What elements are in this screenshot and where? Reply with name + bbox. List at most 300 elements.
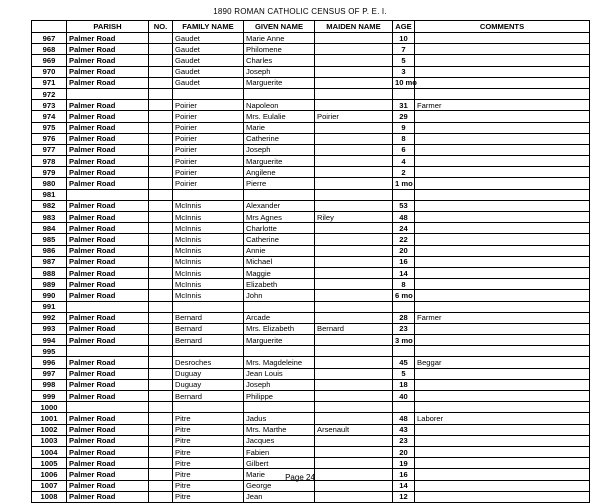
family-name-cell: Poirier [173, 156, 244, 167]
family-name-cell [173, 189, 244, 200]
family-name-cell: Duguay [173, 379, 244, 390]
maiden-name-cell: Arsenault [315, 424, 393, 435]
age-cell: 9 [393, 122, 415, 133]
age-cell: 14 [393, 267, 415, 278]
line-number-cell: 1008 [32, 491, 67, 502]
table-row [32, 368, 590, 379]
family-name-cell: Bernard [173, 323, 244, 334]
age-cell: 23 [393, 435, 415, 446]
table-row [32, 301, 590, 312]
parish-cell [67, 88, 149, 99]
no-cell [149, 234, 173, 245]
comments-cell [415, 33, 590, 44]
table-row [32, 335, 590, 346]
table-row [32, 212, 590, 223]
parish-cell [67, 189, 149, 200]
column-header-age: AGE [393, 21, 415, 33]
line-number-cell: 982 [32, 200, 67, 211]
table-row [32, 279, 590, 290]
comments-cell [415, 66, 590, 77]
maiden-name-cell [315, 301, 393, 312]
maiden-name-cell [315, 122, 393, 133]
table-row [32, 189, 590, 200]
family-name-cell: Pitre [173, 424, 244, 435]
age-cell: 20 [393, 245, 415, 256]
line-number-cell: 1001 [32, 413, 67, 424]
no-cell [149, 77, 173, 88]
family-name-cell: Poirier [173, 144, 244, 155]
line-number-cell: 984 [32, 223, 67, 234]
given-name-cell: Marie [244, 469, 315, 480]
maiden-name-cell [315, 413, 393, 424]
comments-cell [415, 256, 590, 267]
no-cell [149, 44, 173, 55]
family-name-cell: McInnis [173, 245, 244, 256]
parish-cell: Palmer Road [67, 267, 149, 278]
given-name-cell: Angilene [244, 167, 315, 178]
maiden-name-cell [315, 267, 393, 278]
table-row [32, 446, 590, 457]
parish-cell: Palmer Road [67, 335, 149, 346]
age-cell: 8 [393, 279, 415, 290]
comments-cell [415, 368, 590, 379]
line-number-cell: 987 [32, 256, 67, 267]
parish-cell: Palmer Road [67, 200, 149, 211]
family-name-cell: Duguay [173, 368, 244, 379]
maiden-name-cell [315, 66, 393, 77]
column-header-parish: PARISH [67, 21, 149, 33]
parish-cell: Palmer Road [67, 100, 149, 111]
comments-cell [415, 267, 590, 278]
comments-cell [415, 167, 590, 178]
no-cell [149, 458, 173, 469]
given-name-cell: Marguerite [244, 335, 315, 346]
given-name-cell [244, 301, 315, 312]
comments-cell [415, 435, 590, 446]
table-row [32, 413, 590, 424]
maiden-name-cell: Bernard [315, 323, 393, 334]
parish-cell: Palmer Road [67, 167, 149, 178]
maiden-name-cell [315, 245, 393, 256]
given-name-cell: Joseph [244, 66, 315, 77]
no-cell [149, 357, 173, 368]
column-header-no: NO. [149, 21, 173, 33]
parish-cell: Palmer Road [67, 458, 149, 469]
maiden-name-cell [315, 290, 393, 301]
line-number-cell: 974 [32, 111, 67, 122]
age-cell [393, 189, 415, 200]
table-row [32, 122, 590, 133]
age-cell: 10 [393, 33, 415, 44]
line-number-cell: 998 [32, 379, 67, 390]
no-cell [149, 424, 173, 435]
comments-cell [415, 88, 590, 99]
family-name-cell: McInnis [173, 234, 244, 245]
maiden-name-cell [315, 156, 393, 167]
table-row [32, 167, 590, 178]
maiden-name-cell [315, 491, 393, 502]
family-name-cell: Bernard [173, 391, 244, 402]
age-cell: 3 mo [393, 335, 415, 346]
given-name-cell: Mrs Agnes [244, 212, 315, 223]
family-name-cell: Gaudet [173, 77, 244, 88]
line-number-cell: 989 [32, 279, 67, 290]
maiden-name-cell [315, 458, 393, 469]
family-name-cell: Poirier [173, 100, 244, 111]
parish-cell: Palmer Road [67, 122, 149, 133]
no-cell [149, 335, 173, 346]
table-row [32, 379, 590, 390]
given-name-cell: Joseph [244, 379, 315, 390]
parish-cell: Palmer Road [67, 480, 149, 491]
line-number-cell: 970 [32, 66, 67, 77]
no-cell [149, 290, 173, 301]
line-number-cell: 969 [32, 55, 67, 66]
given-name-cell: Michael [244, 256, 315, 267]
age-cell: 19 [393, 458, 415, 469]
given-name-cell: Fabien [244, 446, 315, 457]
table-row [32, 435, 590, 446]
comments-cell [415, 301, 590, 312]
maiden-name-cell [315, 279, 393, 290]
line-number-cell: 988 [32, 267, 67, 278]
table-row [32, 290, 590, 301]
line-number-cell: 1007 [32, 480, 67, 491]
no-cell [149, 279, 173, 290]
parish-cell [67, 301, 149, 312]
age-cell: 24 [393, 223, 415, 234]
column-header-comments: COMMENTS [415, 21, 590, 33]
line-number-cell: 983 [32, 212, 67, 223]
given-name-cell [244, 402, 315, 413]
parish-cell: Palmer Road [67, 323, 149, 334]
comments-cell [415, 446, 590, 457]
line-number-cell: 1000 [32, 402, 67, 413]
age-cell [393, 301, 415, 312]
given-name-cell: Marie Anne [244, 33, 315, 44]
no-cell [149, 178, 173, 189]
maiden-name-cell [315, 368, 393, 379]
table-row [32, 144, 590, 155]
given-name-cell: Philippe [244, 391, 315, 402]
maiden-name-cell [315, 33, 393, 44]
maiden-name-cell [315, 435, 393, 446]
given-name-cell: Jean Louis [244, 368, 315, 379]
family-name-cell [173, 88, 244, 99]
comments-cell [415, 200, 590, 211]
line-number-cell: 981 [32, 189, 67, 200]
table-row [32, 178, 590, 189]
no-cell [149, 312, 173, 323]
table-row [32, 66, 590, 77]
no-cell [149, 111, 173, 122]
no-cell [149, 66, 173, 77]
no-cell [149, 200, 173, 211]
age-cell: 22 [393, 234, 415, 245]
line-number-cell: 971 [32, 77, 67, 88]
maiden-name-cell [315, 44, 393, 55]
comments-cell [415, 189, 590, 200]
line-number-cell: 972 [32, 88, 67, 99]
age-cell: 16 [393, 256, 415, 267]
given-name-cell: Mrs. Magdeleine [244, 357, 315, 368]
table-row [32, 458, 590, 469]
maiden-name-cell [315, 200, 393, 211]
table-row [32, 245, 590, 256]
comments-cell [415, 111, 590, 122]
family-name-cell: McInnis [173, 279, 244, 290]
table-row [32, 44, 590, 55]
comments-cell [415, 223, 590, 234]
page-number: Page 24 [285, 473, 315, 482]
comments-cell [415, 144, 590, 155]
age-cell: 40 [393, 391, 415, 402]
given-name-cell: Pierre [244, 178, 315, 189]
maiden-name-cell [315, 133, 393, 144]
census-table-body [32, 33, 590, 503]
no-cell [149, 100, 173, 111]
table-row [32, 223, 590, 234]
column-header-family-name: FAMILY NAME [173, 21, 244, 33]
age-cell: 8 [393, 133, 415, 144]
given-name-cell: Jacques [244, 435, 315, 446]
comments-cell [415, 156, 590, 167]
age-cell: 53 [393, 200, 415, 211]
parish-cell [67, 346, 149, 357]
comments-cell [415, 391, 590, 402]
table-row [32, 133, 590, 144]
parish-cell: Palmer Road [67, 77, 149, 88]
given-name-cell: Mrs. Marthe [244, 424, 315, 435]
given-name-cell: Marguerite [244, 77, 315, 88]
table-row [32, 100, 590, 111]
age-cell: 31 [393, 100, 415, 111]
maiden-name-cell [315, 391, 393, 402]
parish-cell: Palmer Road [67, 33, 149, 44]
no-cell [149, 156, 173, 167]
line-number-cell: 978 [32, 156, 67, 167]
maiden-name-cell [315, 144, 393, 155]
parish-cell: Palmer Road [67, 357, 149, 368]
parish-cell: Palmer Road [67, 446, 149, 457]
age-cell: 2 [393, 167, 415, 178]
table-row [32, 491, 590, 502]
given-name-cell: Gilbert [244, 458, 315, 469]
family-name-cell: McInnis [173, 212, 244, 223]
age-cell: 18 [393, 379, 415, 390]
parish-cell: Palmer Road [67, 55, 149, 66]
maiden-name-cell [315, 312, 393, 323]
age-cell: 5 [393, 368, 415, 379]
family-name-cell: Bernard [173, 335, 244, 346]
given-name-cell: Catherine [244, 234, 315, 245]
table-row [32, 402, 590, 413]
parish-cell: Palmer Road [67, 178, 149, 189]
parish-cell: Palmer Road [67, 312, 149, 323]
maiden-name-cell [315, 446, 393, 457]
table-row [32, 346, 590, 357]
comments-cell [415, 44, 590, 55]
given-name-cell: Napoleon [244, 100, 315, 111]
family-name-cell: Pitre [173, 458, 244, 469]
age-cell: 7 [393, 44, 415, 55]
no-cell [149, 88, 173, 99]
comments-cell [415, 279, 590, 290]
no-cell [149, 267, 173, 278]
comments-cell [415, 234, 590, 245]
age-cell: 28 [393, 312, 415, 323]
family-name-cell: McInnis [173, 200, 244, 211]
family-name-cell: McInnis [173, 267, 244, 278]
line-number-cell: 994 [32, 335, 67, 346]
no-cell [149, 256, 173, 267]
parish-cell [67, 402, 149, 413]
no-cell [149, 368, 173, 379]
parish-cell: Palmer Road [67, 111, 149, 122]
family-name-cell: Poirier [173, 178, 244, 189]
no-cell [149, 301, 173, 312]
family-name-cell: Pitre [173, 469, 244, 480]
no-cell [149, 167, 173, 178]
no-cell [149, 323, 173, 334]
table-row [32, 33, 590, 44]
maiden-name-cell [315, 234, 393, 245]
maiden-name-cell [315, 88, 393, 99]
no-cell [149, 144, 173, 155]
line-number-cell: 968 [32, 44, 67, 55]
no-cell [149, 55, 173, 66]
maiden-name-cell [315, 357, 393, 368]
no-cell [149, 122, 173, 133]
maiden-name-cell [315, 100, 393, 111]
parish-cell: Palmer Road [67, 223, 149, 234]
given-name-cell: Elizabeth [244, 279, 315, 290]
family-name-cell [173, 402, 244, 413]
age-cell: 48 [393, 413, 415, 424]
no-cell [149, 346, 173, 357]
maiden-name-cell [315, 256, 393, 267]
no-cell [149, 446, 173, 457]
given-name-cell [244, 346, 315, 357]
no-cell [149, 491, 173, 502]
age-cell: 43 [393, 424, 415, 435]
column-header-line [32, 21, 67, 33]
given-name-cell: John [244, 290, 315, 301]
parish-cell: Palmer Road [67, 391, 149, 402]
age-cell: 23 [393, 323, 415, 334]
no-cell [149, 33, 173, 44]
family-name-cell: Bernard [173, 312, 244, 323]
age-cell: 4 [393, 156, 415, 167]
family-name-cell [173, 301, 244, 312]
maiden-name-cell [315, 77, 393, 88]
table-row [32, 156, 590, 167]
parish-cell: Palmer Road [67, 435, 149, 446]
table-row [32, 88, 590, 99]
age-cell: 16 [393, 469, 415, 480]
comments-cell [415, 178, 590, 189]
line-number-cell: 993 [32, 323, 67, 334]
table-row [32, 77, 590, 88]
comments-cell [415, 133, 590, 144]
comments-cell: Laborer [415, 413, 590, 424]
maiden-name-cell [315, 189, 393, 200]
line-number-cell: 986 [32, 245, 67, 256]
given-name-cell: Joseph [244, 144, 315, 155]
age-cell: 6 [393, 144, 415, 155]
parish-cell: Palmer Road [67, 245, 149, 256]
given-name-cell [244, 88, 315, 99]
line-number-cell: 996 [32, 357, 67, 368]
given-name-cell: Mrs. Elizabeth [244, 323, 315, 334]
comments-cell [415, 212, 590, 223]
column-header-given-name: GIVEN NAME [244, 21, 315, 33]
family-name-cell: Gaudet [173, 55, 244, 66]
parish-cell: Palmer Road [67, 256, 149, 267]
age-cell [393, 88, 415, 99]
given-name-cell: Alexander [244, 200, 315, 211]
comments-cell [415, 323, 590, 334]
line-number-cell: 967 [32, 33, 67, 44]
table-row [32, 200, 590, 211]
family-name-cell: Pitre [173, 491, 244, 502]
line-number-cell: 1005 [32, 458, 67, 469]
no-cell [149, 133, 173, 144]
line-number-cell: 1002 [32, 424, 67, 435]
table-row [32, 391, 590, 402]
page-title: 1890 ROMAN CATHOLIC CENSUS OF P. E. I. [213, 7, 387, 16]
line-number-cell: 991 [32, 301, 67, 312]
age-cell: 6 mo [393, 290, 415, 301]
table-row [32, 111, 590, 122]
age-cell: 3 [393, 66, 415, 77]
given-name-cell: Marie [244, 122, 315, 133]
maiden-name-cell [315, 167, 393, 178]
line-number-cell: 995 [32, 346, 67, 357]
comments-cell: Beggar [415, 357, 590, 368]
census-table [31, 20, 590, 503]
family-name-cell: Pitre [173, 480, 244, 491]
family-name-cell: McInnis [173, 256, 244, 267]
comments-cell [415, 458, 590, 469]
table-header-row [32, 21, 590, 33]
given-name-cell: Mrs. Eulalie [244, 111, 315, 122]
maiden-name-cell: Riley [315, 212, 393, 223]
table-row [32, 424, 590, 435]
no-cell [149, 223, 173, 234]
line-number-cell: 980 [32, 178, 67, 189]
family-name-cell: Poirier [173, 167, 244, 178]
line-number-cell: 990 [32, 290, 67, 301]
line-number-cell: 985 [32, 234, 67, 245]
no-cell [149, 435, 173, 446]
table-row [32, 256, 590, 267]
comments-cell [415, 346, 590, 357]
parish-cell: Palmer Road [67, 44, 149, 55]
comments-cell [415, 402, 590, 413]
line-number-cell: 999 [32, 391, 67, 402]
parish-cell: Palmer Road [67, 290, 149, 301]
family-name-cell: Poirier [173, 122, 244, 133]
maiden-name-cell [315, 346, 393, 357]
given-name-cell: Arcade [244, 312, 315, 323]
given-name-cell: Charles [244, 55, 315, 66]
parish-cell: Palmer Road [67, 413, 149, 424]
parish-cell: Palmer Road [67, 469, 149, 480]
table-row [32, 357, 590, 368]
comments-cell [415, 55, 590, 66]
no-cell [149, 379, 173, 390]
